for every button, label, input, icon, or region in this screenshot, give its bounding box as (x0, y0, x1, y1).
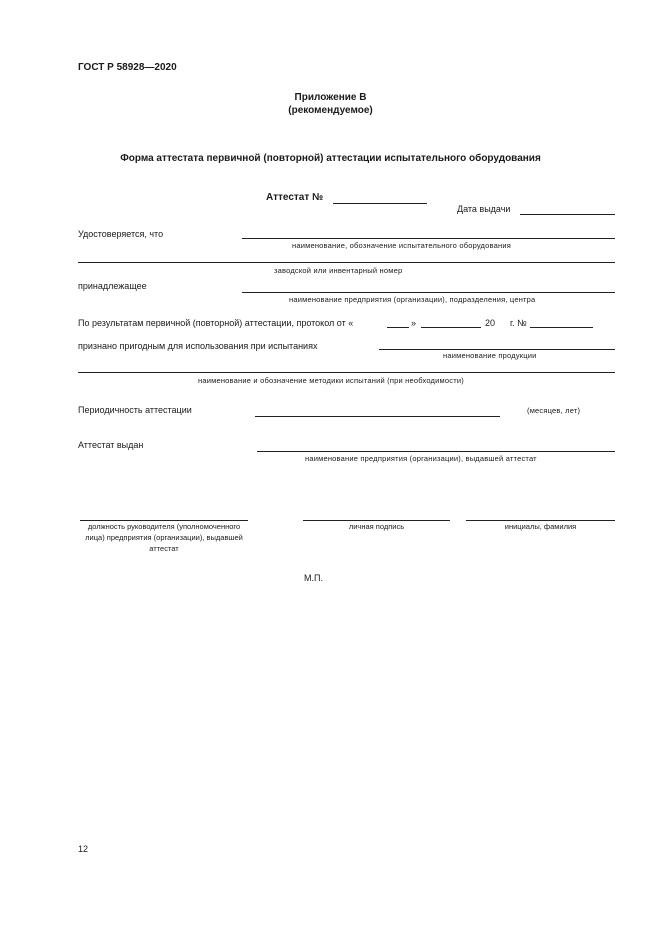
method-caption: наименование и обозначение методики испытаний (при необходимости) (198, 376, 464, 385)
protocol-day-line[interactable] (387, 327, 409, 328)
name-caption: инициалы, фамилия (504, 522, 577, 531)
page-number: 12 (78, 844, 89, 854)
issued-label: Аттестат выдан (78, 440, 144, 450)
serial-number-caption: заводской или инвентарный номер (274, 266, 403, 275)
issuer-caption: наименование предприятия (организации), выдавшей аттестат (305, 454, 537, 463)
enterprise-caption: наименование предприятия (организации), подразделения, центра (289, 295, 536, 304)
recognized-label: признано пригодным для использования при испытаниях (78, 341, 318, 351)
product-caption: наименование продукции (443, 351, 537, 360)
periodicity-line[interactable] (255, 416, 500, 417)
results-quote-close: » (411, 318, 417, 328)
signature-caption: личная подпись (348, 522, 405, 531)
certifies-label: Удостоверяется, что (78, 229, 164, 239)
stamp-place: М.П. (304, 573, 323, 583)
results-number-label: г. № (510, 318, 527, 328)
standard-designation: ГОСТ Р 58928—2020 (78, 62, 177, 73)
appendix-title: Приложение В (294, 92, 367, 103)
appendix-subtitle: (рекомендуемое) (288, 105, 373, 116)
issuer-line[interactable] (257, 451, 615, 452)
belonging-label: принадлежащее (78, 281, 147, 291)
form-title: Форма аттестата первичной (повторной) аттестации испытательного оборудования (120, 153, 541, 164)
certificate-number-line[interactable] (333, 203, 427, 204)
certificate-number-label: Аттестат № (266, 192, 324, 203)
protocol-month-line[interactable] (421, 327, 481, 328)
product-line[interactable] (379, 349, 615, 350)
results-prefix: По результатам первичной (повторной) аттестации, протокол от « (78, 318, 354, 328)
position-caption: должность руководителя (уполномоченного лица) предприятия (организации), выдавшей аттестат (85, 522, 243, 553)
periodicity-units: (месяцев, лет) (527, 406, 581, 415)
enterprise-line[interactable] (242, 292, 615, 293)
method-line[interactable] (78, 372, 615, 373)
serial-number-line[interactable] (78, 262, 615, 263)
issue-date-label: Дата выдачи (457, 204, 511, 214)
equipment-caption: наименование, обозначение испытательного оборудования (292, 241, 511, 250)
results-year: 20 (485, 318, 496, 328)
periodicity-label: Периодичность аттестации (78, 405, 192, 415)
equipment-line[interactable] (242, 238, 615, 239)
protocol-number-line[interactable] (530, 327, 593, 328)
issue-date-line[interactable] (520, 214, 615, 215)
